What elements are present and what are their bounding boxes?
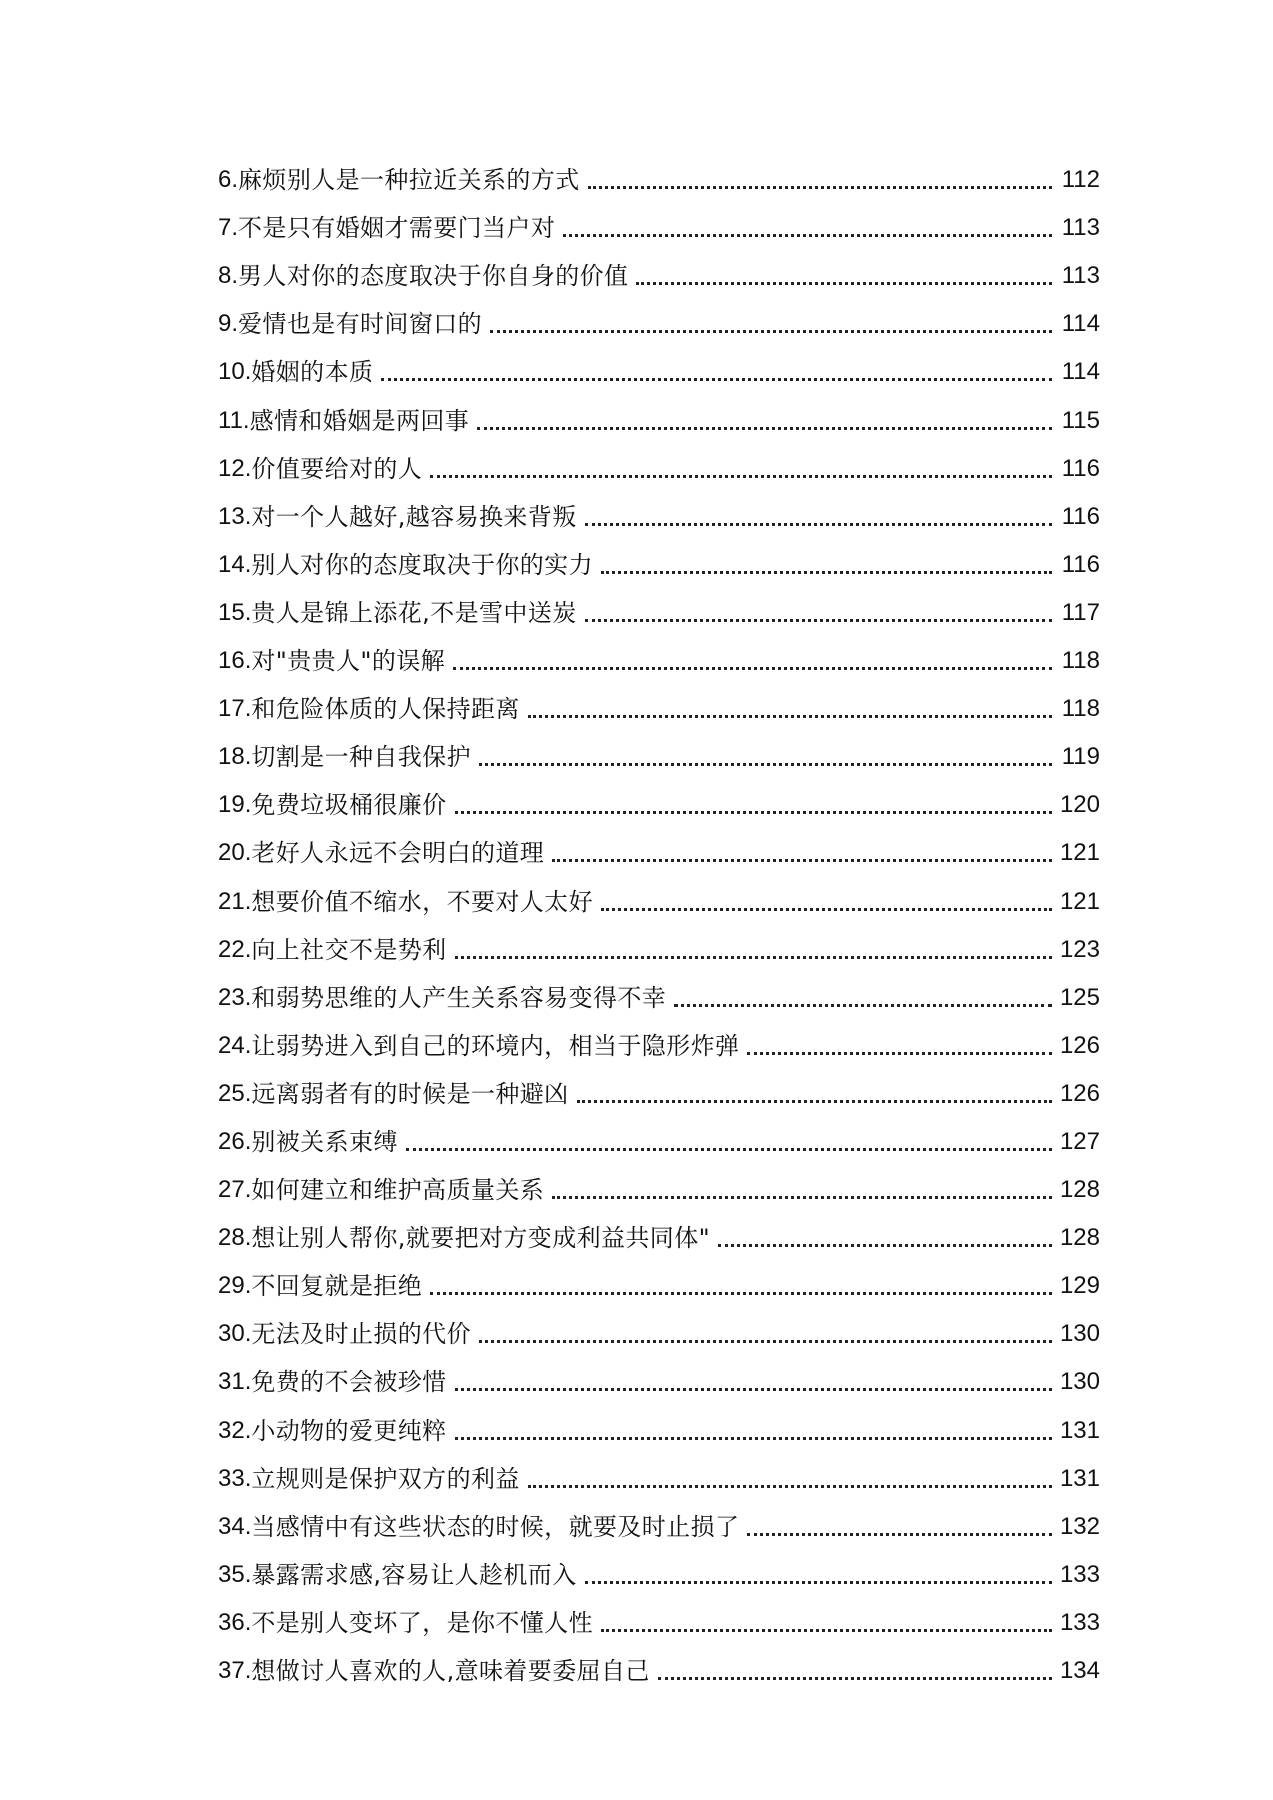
entry-number: 25. [218, 1079, 252, 1107]
entry-number: 36. [218, 1608, 252, 1636]
entry-title: 想让别人帮你,就要把对方变成利益共同体" [251, 1224, 711, 1253]
dot-leader [430, 475, 1052, 478]
entry-title: 对一个人越好,越容易换来背叛 [251, 502, 577, 531]
entry-page-number: 128 [1059, 1176, 1100, 1204]
entry-title: 别被关系束缚 [251, 1127, 398, 1156]
entry-page-number: 116 [1061, 502, 1100, 530]
toc-entry[interactable] [218, 246, 1100, 294]
entry-page-number: 131 [1059, 1416, 1100, 1444]
entry-page-number: 115 [1061, 406, 1100, 434]
toc-entry[interactable] [218, 1160, 1100, 1208]
entry-title: 当感情中有这些状态的时候，就要及时止损了 [251, 1512, 740, 1541]
entry-page-number: 134 [1059, 1657, 1100, 1684]
toc-entry[interactable] [218, 1112, 1100, 1160]
entry-number: 9. [218, 310, 239, 338]
entry-number: 37. [218, 1657, 252, 1684]
dot-leader [381, 378, 1052, 381]
entry-number: 31. [218, 1368, 252, 1396]
dot-leader [477, 427, 1052, 430]
toc-entry[interactable] [218, 487, 1100, 535]
toc-entry[interactable] [218, 1497, 1100, 1545]
entry-title: 暴露需求感,容易让人趁机而入 [251, 1560, 577, 1589]
toc-entry[interactable] [218, 968, 1100, 1016]
entry-number: 28. [218, 1224, 252, 1252]
entry-page-number: 114 [1061, 310, 1100, 338]
dot-leader [479, 763, 1052, 766]
entry-title: 不是别人变坏了，是你不懂人性 [251, 1608, 593, 1637]
dot-leader [636, 282, 1052, 285]
toc-entry[interactable] [218, 823, 1100, 871]
dot-leader [601, 571, 1052, 574]
entry-number: 6. [218, 166, 239, 194]
toc-entry[interactable] [218, 1208, 1100, 1256]
entry-title: 免费垃圾桶很廉价 [251, 791, 447, 820]
entry-page-number: 113 [1061, 262, 1100, 290]
entry-title: 爱情也是有时间窗口的 [238, 310, 483, 339]
entry-page-number: 130 [1059, 1368, 1100, 1396]
dot-leader [747, 1052, 1052, 1055]
dot-leader [585, 619, 1052, 622]
toc-entry[interactable] [218, 1641, 1100, 1689]
entry-title: 男人对你的态度取决于你自身的价值 [238, 262, 629, 291]
entry-number: 27. [218, 1176, 252, 1204]
entry-title: 婚姻的本质 [251, 358, 374, 387]
entry-title: 和危险体质的人保持距离 [251, 695, 520, 724]
entry-page-number: 133 [1059, 1560, 1100, 1588]
entry-page-number: 126 [1059, 1031, 1100, 1059]
entry-number: 8. [218, 262, 239, 290]
entry-page-number: 128 [1059, 1224, 1100, 1252]
toc-entry[interactable] [218, 1256, 1100, 1304]
entry-title: 向上社交不是势利 [251, 935, 447, 964]
entry-page-number: 121 [1059, 887, 1100, 915]
toc-entry[interactable] [218, 198, 1100, 246]
entry-number: 33. [218, 1464, 252, 1492]
toc-entry[interactable] [218, 390, 1100, 438]
entry-number: 19. [218, 791, 252, 819]
entry-page-number: 114 [1061, 358, 1100, 386]
dot-leader [455, 811, 1052, 814]
toc-entry[interactable] [218, 920, 1100, 968]
entry-number: 7. [218, 214, 239, 242]
entry-page-number: 127 [1059, 1127, 1100, 1155]
entry-number: 26. [218, 1127, 252, 1155]
entry-page-number: 113 [1061, 214, 1100, 242]
entry-page-number: 116 [1061, 454, 1100, 482]
entry-title: 想做讨人喜欢的人,意味着要委屈自己 [251, 1657, 650, 1685]
entry-number: 15. [218, 598, 252, 626]
dot-leader [585, 523, 1052, 526]
dot-leader [718, 1244, 1052, 1247]
toc-entry[interactable] [218, 1449, 1100, 1497]
entry-number: 32. [218, 1416, 252, 1444]
entry-title: 远离弱者有的时候是一种避凶 [251, 1079, 569, 1108]
toc-entry[interactable] [218, 294, 1100, 342]
entry-title: 无法及时止损的代价 [251, 1320, 471, 1349]
entry-title: 和弱势思维的人产生关系容易变得不幸 [251, 983, 667, 1012]
entry-number: 23. [218, 983, 252, 1011]
entry-page-number: 116 [1061, 550, 1100, 578]
entry-number: 30. [218, 1320, 252, 1348]
entry-number: 17. [218, 695, 252, 723]
entry-title: 切割是一种自我保护 [251, 743, 471, 772]
entry-title: 感情和婚姻是两回事 [249, 406, 470, 435]
dot-leader [674, 1004, 1052, 1007]
toc-entry[interactable] [218, 1400, 1100, 1448]
dot-leader [455, 956, 1052, 959]
entry-page-number: 130 [1059, 1320, 1100, 1348]
dot-leader [577, 1100, 1052, 1103]
toc-entry[interactable] [218, 583, 1100, 631]
entry-number: 22. [218, 935, 252, 963]
dot-leader [552, 1196, 1052, 1199]
entry-page-number: 133 [1059, 1608, 1100, 1636]
dot-leader [455, 1388, 1052, 1391]
dot-leader [479, 1340, 1052, 1343]
toc-entry[interactable] [218, 1064, 1100, 1112]
entry-page-number: 123 [1059, 935, 1100, 963]
table-of-contents [218, 150, 1100, 1689]
entry-title: 老好人永远不会明白的道理 [251, 839, 545, 868]
dot-leader [528, 715, 1052, 718]
dot-leader [747, 1533, 1052, 1536]
toc-entry[interactable] [218, 439, 1100, 487]
toc-entry[interactable] [218, 1016, 1100, 1064]
entry-number: 21. [218, 887, 252, 915]
dot-leader [658, 1677, 1052, 1680]
entry-number: 10. [218, 358, 252, 386]
entry-page-number: 132 [1059, 1512, 1100, 1540]
entry-page-number: 121 [1059, 839, 1100, 867]
entry-title: 麻烦别人是一种拉近关系的方式 [238, 166, 580, 195]
toc-entry[interactable] [218, 775, 1100, 823]
entry-number: 29. [218, 1272, 252, 1300]
toc-entry[interactable] [218, 1593, 1100, 1641]
toc-entry[interactable] [218, 150, 1100, 198]
entry-page-number: 119 [1061, 743, 1100, 771]
entry-number: 11. [218, 406, 250, 434]
toc-entry[interactable] [218, 1352, 1100, 1400]
entry-page-number: 117 [1061, 598, 1100, 626]
dot-leader [430, 1292, 1052, 1295]
toc-entry[interactable] [218, 871, 1100, 919]
entry-page-number: 125 [1059, 983, 1100, 1011]
dot-leader [528, 1485, 1052, 1488]
dot-leader [453, 667, 1052, 670]
entry-title: 小动物的爱更纯粹 [251, 1416, 447, 1445]
entry-title: 不回复就是拒绝 [251, 1272, 423, 1301]
toc-entry[interactable] [218, 727, 1100, 775]
toc-entry[interactable] [218, 342, 1100, 390]
entry-page-number: 118 [1061, 647, 1100, 675]
entry-page-number: 129 [1059, 1272, 1100, 1300]
entry-title: 贵人是锦上添花,不是雪中送炭 [251, 598, 577, 627]
dot-leader [585, 1581, 1052, 1584]
entry-number: 14. [218, 550, 252, 578]
entry-title: 立规则是保护双方的利益 [251, 1464, 520, 1493]
dot-leader [588, 186, 1052, 189]
entry-title: 让弱势进入到自己的环境内，相当于隐形炸弹 [251, 1031, 740, 1060]
entry-number: 12. [218, 454, 252, 482]
entry-title: 不是只有婚姻才需要门当户对 [238, 214, 556, 243]
entry-number: 35. [218, 1560, 252, 1588]
entry-number: 20. [218, 839, 252, 867]
dot-leader [490, 330, 1052, 333]
entry-page-number: 118 [1061, 695, 1100, 723]
dot-leader [601, 908, 1052, 911]
dot-leader [455, 1437, 1052, 1440]
entry-title: 想要价值不缩水，不要对人太好 [251, 887, 593, 916]
dot-leader [563, 234, 1052, 237]
entry-number: 13. [218, 502, 252, 530]
entry-page-number: 112 [1061, 166, 1100, 194]
dot-leader [406, 1148, 1052, 1151]
toc-entry[interactable] [218, 1545, 1100, 1593]
entry-title: 别人对你的态度取决于你的实力 [251, 550, 593, 579]
entry-number: 18. [218, 743, 252, 771]
entry-title: 免费的不会被珍惜 [251, 1368, 447, 1397]
toc-entry[interactable] [218, 535, 1100, 583]
entry-number: 16. [218, 647, 252, 675]
entry-page-number: 131 [1059, 1464, 1100, 1492]
entry-title: 如何建立和维护高质量关系 [251, 1176, 545, 1205]
entry-title: 对"贵贵人"的误解 [251, 647, 446, 676]
entry-number: 34. [218, 1512, 252, 1540]
toc-entry[interactable] [218, 1304, 1100, 1352]
entry-page-number: 120 [1059, 791, 1100, 819]
entry-page-number: 126 [1059, 1079, 1100, 1107]
dot-leader [552, 859, 1052, 862]
dot-leader [601, 1629, 1052, 1632]
toc-entry[interactable] [218, 679, 1100, 727]
entry-title: 价值要给对的人 [251, 454, 423, 483]
entry-number: 24. [218, 1031, 252, 1059]
toc-entry[interactable] [218, 631, 1100, 679]
